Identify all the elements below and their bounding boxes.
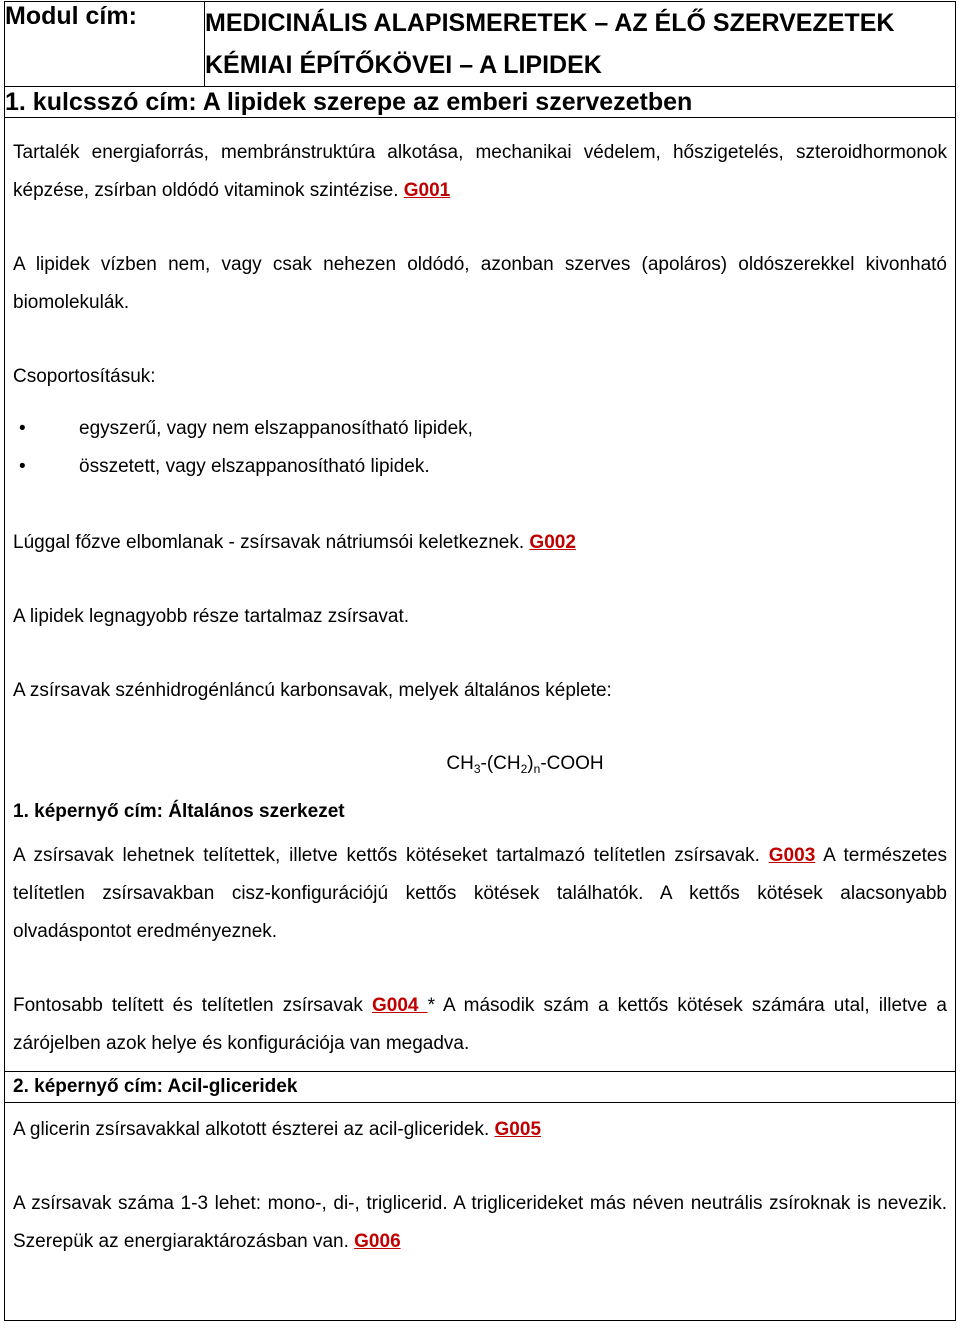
paragraph-roles-text: Tartalék energiaforrás, membránstruktúra alkotása, mechanikai védelem, hőszigetelés, szteroidhormonok képzése, zsírban oldódó vitaminok szintézise.: [13, 142, 947, 201]
paragraph-acylglycerides: [13, 1111, 947, 1149]
glossary-link-g002[interactable]: G002: [529, 532, 576, 553]
paragraph-important-text-b: * A második szám a kettős kötések számára utal, illetve a zárójelben azok helye és konfigurációja van megadva.: [13, 995, 947, 1054]
paragraph-definition: A lipidek vízben nem, vagy csak nehezen oldódó, azonban szerves (apoláros) oldószerekkel kivonható biomolekulák.: [13, 254, 947, 313]
paragraph-grouping: Csoportosításuk:: [13, 366, 156, 387]
list-item-text: összetett, vagy elszappanosítható lipidek.: [79, 456, 430, 477]
paragraph-saturation: [13, 837, 947, 951]
glossary-link-g001[interactable]: G001: [403, 180, 451, 201]
general-formula: $CH_3-(CH_2)_n$-COOH: [446, 753, 604, 776]
module-label: Modul cím:: [5, 2, 205, 87]
bullet-icon: •: [19, 456, 26, 477]
content-body: [5, 118, 955, 1320]
glossary-link-g005[interactable]: G005: [494, 1119, 542, 1140]
document-table: [4, 1, 956, 1321]
paragraph-triglycerides-text: A zsírsavak száma 1-3 lehet: mono-, di-, triglicerid. A triglicerideket más néven neutrális zsíroknak is nevezik. Szerepük az energiaraktározásban van.: [13, 1193, 947, 1252]
module-title: MEDICINÁLIS ALAPISMERETEK – AZ ÉLŐ SZERVEZETEK KÉMIAI ÉPÍTŐKÖVEI – A LIPIDEK: [205, 2, 956, 87]
list-item: [13, 410, 947, 448]
keyword-title: 1. kulcsszó cím: A lipidek szerepe az emberi szervezetben: [5, 87, 956, 118]
paragraph-fatty-acid: A lipidek legnagyobb része tartalmaz zsírsavat.: [13, 606, 410, 627]
glossary-link-g003[interactable]: G003: [768, 845, 816, 866]
paragraph-important-fatty-acids: [13, 987, 947, 1063]
paragraph-saponification: [13, 524, 947, 562]
paragraph-saponification-text: Lúggal főzve elbomlanak - zsírsavak nátriumsói keletkeznek.: [13, 532, 525, 553]
glossary-link-g006[interactable]: G006: [354, 1231, 401, 1252]
section-title-1: 1. képernyő cím: Általános szerkezet: [13, 801, 345, 822]
paragraph-important-text-a: Fontosabb telített és telítetlen zsírsavak: [13, 995, 363, 1016]
bullet-icon: •: [19, 418, 26, 439]
paragraph-triglycerides: [13, 1185, 947, 1261]
content-cell: [5, 118, 956, 1321]
section-title-2: 2. képernyő cím: Acil-gliceridek: [13, 1076, 298, 1097]
list-item: [13, 448, 947, 486]
lipid-group-list: [13, 410, 947, 486]
paragraph-saturation-text-a: A zsírsavak lehetnek telítettek, illetve kettős kötéseket tartalmazó telítetlen zsírsavak.: [13, 845, 760, 866]
paragraph-acylglycerides-text: A glicerin zsírsavakkal alkotott észterei az acil-gliceridek.: [13, 1119, 490, 1140]
list-item-text: egyszerű, vagy nem elszappanosítható lipidek,: [79, 418, 473, 439]
paragraph-saturation-text-b: A természetes telítetlen zsírsavakban cisz-konfigurációjú kettős kötések találhatók. A kettős kötések alacsonyabb olvadáspontot eredményeznek.: [13, 845, 947, 942]
paragraph-formula-intro: A zsírsavak szénhidrogénláncú karbonsavak, melyek általános képlete:: [13, 680, 612, 701]
paragraph-roles: [13, 134, 947, 210]
glossary-link-g004[interactable]: G004: [372, 995, 428, 1016]
